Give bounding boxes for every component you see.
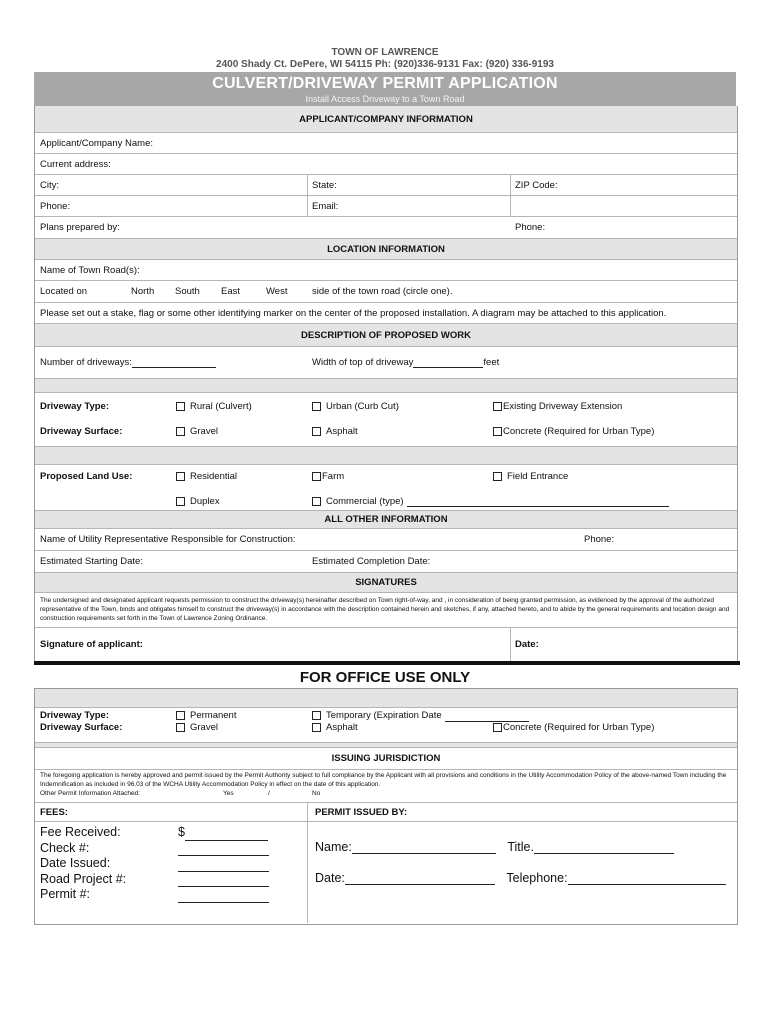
permanent-checkbox[interactable] <box>176 711 185 720</box>
field-entrance-label: Field Entrance <box>507 470 569 482</box>
office-divider <box>34 661 740 665</box>
address-label: Current address: <box>40 158 111 170</box>
colon: : <box>129 470 133 482</box>
permit-number-line[interactable] <box>178 892 269 903</box>
stake-note: Please set out a stake, flag or some other identifying marker on the center of the proposed installation. A diagram may be attached to this application. <box>40 307 667 319</box>
plans-phone-label[interactable]: Phone: <box>515 222 546 233</box>
fee-line[interactable] <box>185 830 268 841</box>
plans-row <box>35 217 737 239</box>
residential-checkbox[interactable] <box>176 472 185 481</box>
width-label: Width of top of driveway <box>312 357 414 368</box>
spacer-row-1 <box>35 379 737 393</box>
check-line[interactable] <box>178 845 269 856</box>
city-label[interactable]: City: <box>40 179 59 191</box>
fees-block <box>35 822 737 923</box>
option-west[interactable]: West <box>266 286 288 297</box>
office-gravel-checkbox[interactable] <box>176 723 185 732</box>
rural-option[interactable] <box>176 399 252 413</box>
yes-no-slash: / <box>268 790 270 797</box>
asphalt-checkbox[interactable] <box>312 427 321 436</box>
office-use-title: FOR OFFICE USE ONLY <box>299 669 471 686</box>
issuer-title-line[interactable] <box>534 843 674 854</box>
duplex-label: Duplex <box>190 495 220 507</box>
driveway-surface-label: Driveway Surface <box>40 425 120 437</box>
permanent-option[interactable] <box>176 710 236 722</box>
asphalt-option[interactable] <box>312 424 358 438</box>
temporary-option[interactable] <box>312 710 529 722</box>
issuer-name-label: Name: <box>315 840 352 854</box>
commercial-label: Commercial (type) <box>326 495 404 507</box>
utility-phone-label[interactable]: Phone: <box>584 534 615 545</box>
other-permit-label: Other Permit Information Attached: <box>40 790 141 797</box>
width-line[interactable] <box>413 357 483 368</box>
duplex-option[interactable] <box>176 494 220 508</box>
office-concrete-option[interactable] <box>493 722 654 734</box>
num-driveways-label: Number of driveways: <box>40 357 132 368</box>
issuer-telephone-line[interactable] <box>568 874 726 885</box>
existing-checkbox[interactable] <box>493 402 502 411</box>
dollar-sign: $ <box>178 825 185 839</box>
field-entrance-checkbox[interactable] <box>493 472 502 481</box>
commercial-type-line[interactable] <box>407 496 669 507</box>
existing-label: Existing Driveway Extension <box>503 400 623 412</box>
rural-checkbox[interactable] <box>176 402 185 411</box>
signature-terms: The undersigned and designated applicant requests permission to construct the driveway(s) hereinafter described on Town right-of-way, and , in consideration of being granted permission, as evidenced by the approval of the authorized representative of the Town, binds and obligates himself to construct the driveway(s) in accordance with the description contained herein and sketches, if any, attached hereto, and to abide by the general requirements and location design and construction requirements set forth in the Town of Lawrence Zoning Ordinance. <box>40 597 730 622</box>
plans-label[interactable]: Plans prepared by: <box>40 222 120 233</box>
farm-option[interactable] <box>312 469 344 483</box>
signature-applicant-label[interactable]: Signature of applicant <box>40 639 140 650</box>
section-work <box>35 324 737 347</box>
office-form <box>34 688 738 925</box>
applicant-name-row[interactable] <box>35 133 737 154</box>
signature-date-label[interactable]: Date <box>515 639 536 650</box>
commercial-option[interactable] <box>312 494 669 508</box>
issuer-date-line[interactable] <box>345 874 495 885</box>
zip-label[interactable]: ZIP Code: <box>515 179 558 191</box>
form-title: CULVERT/DRIVEWAY PERMIT APPLICATION <box>212 75 558 92</box>
rural-label: Rural (Culvert) <box>190 400 252 412</box>
gravel-label: Gravel <box>190 425 218 437</box>
address-row[interactable] <box>35 154 737 175</box>
option-yes[interactable]: Yes <box>223 790 234 797</box>
num-driveways-line[interactable] <box>132 357 216 368</box>
office-type-label: Driveway Type <box>40 710 106 721</box>
utility-label[interactable]: Name of Utility Representative Responsible for Construction: <box>40 534 296 545</box>
jurisdiction-title: ISSUING JURISDICTION <box>331 753 441 764</box>
spacer-row-2 <box>35 447 737 465</box>
colon: : <box>105 400 109 412</box>
office-spacer <box>35 689 737 708</box>
issuer-title-label: Title. <box>507 840 534 854</box>
road-project-line[interactable] <box>178 876 269 887</box>
duplex-checkbox[interactable] <box>176 497 185 506</box>
driveway-type-label: Driveway Type <box>40 400 106 412</box>
approval-row <box>35 770 737 803</box>
option-east[interactable]: East <box>221 286 241 297</box>
section-other <box>35 511 737 529</box>
application-form <box>34 106 738 664</box>
field-entrance-option[interactable] <box>493 469 568 483</box>
issuer-telephone-label: Telephone: <box>506 871 568 885</box>
concrete-label: Concrete (Required for Urban Type) <box>503 425 655 437</box>
phone-email-row <box>35 196 737 217</box>
office-type-row <box>35 708 737 743</box>
urban-checkbox[interactable] <box>312 402 321 411</box>
section-other-title: ALL OTHER INFORMATION <box>324 514 448 525</box>
date-issued-label: Date Issued: <box>40 856 111 870</box>
concrete-option[interactable] <box>493 424 654 438</box>
issued-by-label: PERMIT ISSUED BY: <box>315 806 408 818</box>
permanent-label: Permanent <box>190 710 237 721</box>
permit-number-label: Permit #: <box>40 887 91 901</box>
option-north[interactable]: North <box>131 286 155 297</box>
colon: : <box>535 639 539 650</box>
land-use-label: Proposed Land Use <box>40 470 130 482</box>
title-bar <box>34 72 736 106</box>
urban-option[interactable] <box>312 399 399 413</box>
asphalt-label: Asphalt <box>326 425 358 437</box>
type-surface-block <box>35 393 737 443</box>
office-asphalt-label: Asphalt <box>326 722 358 733</box>
office-gravel-option[interactable] <box>176 722 236 734</box>
colon: : <box>119 425 123 437</box>
located-on-label: Located on <box>40 286 88 297</box>
concrete-checkbox[interactable] <box>493 427 502 436</box>
commercial-checkbox[interactable] <box>312 497 321 506</box>
issuer-name-line[interactable] <box>352 843 496 854</box>
road-project-label: Road Project #: <box>40 871 127 886</box>
farm-checkbox[interactable] <box>312 472 321 481</box>
side-of-road-text: side of the town road (circle one). <box>312 286 453 297</box>
completion-date-label[interactable]: Estimated Completion Date: <box>312 556 431 567</box>
expiration-line[interactable] <box>445 711 529 722</box>
gravel-option[interactable] <box>176 424 218 438</box>
dates-row <box>35 551 737 573</box>
town-name: TOWN OF LAWRENCE <box>331 47 439 58</box>
applicant-name-label: Applicant/Company Name: <box>40 137 153 149</box>
colon: : <box>105 710 109 721</box>
signature-row <box>35 628 737 661</box>
section-location <box>35 239 737 260</box>
town-road-label: Name of Town Road(s): <box>40 264 140 276</box>
urban-label: Urban (Curb Cut) <box>326 400 399 412</box>
driveways-row <box>35 347 737 379</box>
utility-row <box>35 529 737 551</box>
form-subtitle: Install Access Driveway to a Town Road <box>305 94 465 104</box>
located-on-row <box>35 281 737 303</box>
start-date-label[interactable]: Estimated Starting Date: <box>40 556 143 567</box>
section-signatures <box>35 573 737 593</box>
temporary-label: Temporary (Expiration Date <box>326 710 442 721</box>
signature-text-row <box>35 593 737 628</box>
office-surface-label: Driveway Surface <box>40 722 120 733</box>
residential-option[interactable] <box>176 469 237 483</box>
section-applicant <box>35 106 737 133</box>
section-jurisdiction <box>35 748 737 770</box>
section-signatures-title: SIGNATURES <box>355 577 417 588</box>
approval-text: The foregoing application is hereby approved and permit issued by the Permit Authority subject to full compliance by the Applicant with all provisions and conditions in the Utility Accommodation Policy of the above-named Town including the Indemnification as included in 96.03 of the WCHA Utility Accommodation Policy in effect on the date of this application. <box>40 772 727 788</box>
office-gravel-label: Gravel <box>190 722 218 733</box>
issuer-date-label: Date: <box>315 871 345 885</box>
office-concrete-label: Concrete (Required for Urban Type) <box>503 722 655 733</box>
stake-note-row <box>35 303 737 324</box>
section-location-title: LOCATION INFORMATION <box>327 243 445 255</box>
temporary-checkbox[interactable] <box>312 711 321 720</box>
date-issued-line[interactable] <box>178 861 269 872</box>
fees-header-row <box>35 803 737 822</box>
email-label[interactable]: Email: <box>312 200 339 212</box>
fee-received-label: Fee Received: <box>40 825 121 839</box>
option-no[interactable]: No <box>312 790 321 797</box>
town-address: 2400 Shady Ct. DePere, WI 54115 Ph: (920)336-9131 Fax: (920) 336-9193 <box>216 59 554 70</box>
office-concrete-checkbox[interactable] <box>493 723 502 732</box>
office-asphalt-checkbox[interactable] <box>312 723 321 732</box>
land-use-block <box>35 465 737 511</box>
section-work-title: DESCRIPTION OF PROPOSED WORK <box>301 329 471 341</box>
colon: : <box>119 722 123 733</box>
farm-label: Farm <box>322 470 345 482</box>
feet-label: feet <box>483 357 500 368</box>
colon: : <box>139 639 143 650</box>
option-south[interactable]: South <box>175 286 200 297</box>
state-label[interactable]: State: <box>312 179 337 191</box>
fees-label: FEES: <box>40 806 68 818</box>
residential-label: Residential <box>190 470 237 482</box>
gravel-checkbox[interactable] <box>176 427 185 436</box>
city-row <box>35 175 737 196</box>
check-label: Check #: <box>40 840 90 855</box>
existing-option[interactable] <box>493 399 622 413</box>
town-road-row[interactable] <box>35 260 737 281</box>
phone-label[interactable]: Phone: <box>40 200 71 212</box>
section-applicant-title: APPLICANT/COMPANY INFORMATION <box>299 113 473 125</box>
